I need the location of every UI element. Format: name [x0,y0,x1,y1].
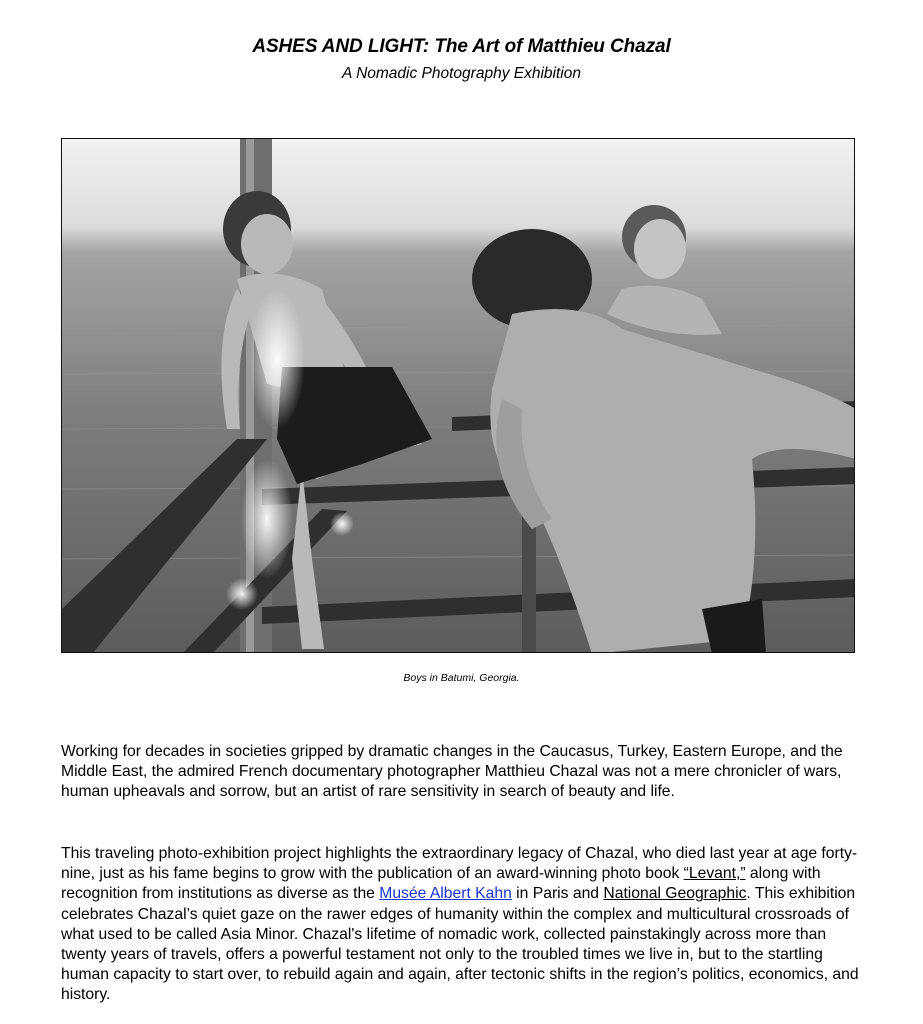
exhibition-photo [61,138,855,653]
photo-caption: Boys in Batumi, Georgia. [403,672,520,684]
photo-boys-on-pier-illustration [62,139,855,653]
intro-paragraph: Working for decades in societies gripped by dramatic changes in the Caucasus, Turkey, Eastern Europe, and the Middle East, the admired French documentary photographer Matthieu Chazal was not a mere chronicler of wars, human upheavals and sorrow, but an artist of rare sensitivity in search of beauty and life. [61,743,843,801]
musee-albert-kahn-link[interactable]: Musée Albert Kahn [379,885,512,903]
national-geographic-link[interactable]: National Geographic [603,885,747,903]
project-paragraph [61,844,861,1006]
page-title: ASHES AND LIGHT: The Art of Matthieu Chazal [252,36,671,57]
paragraph-text: . This exhibition celebrates Chazal’s quiet gaze on the rawer edges of humanity within the complex and multicultural crossroads of what used to be called Asia Minor. Chazal's lifetime of nomadic work, collected painstakingly across more than twenty years of travels, offers a powerful testament not only to the troubled times we live in, but to the startling human capacity to start over, to rebuild again and again, after tectonic shifts in the region’s politics, economics, and history. [61,885,859,1004]
page-subtitle: A Nomadic Photography Exhibition [342,65,581,82]
levant-link[interactable]: “Levant,” [683,865,746,883]
paragraph-text: This traveling photo-exhibition project highlights the extraordinary legacy of Chazal, who died last year at age forty-nine, just as his fame begins to grow with the publication of an award-winning photo book [61,845,858,883]
paragraph-text: in Paris and [511,885,604,903]
paragraph-text: along with recognition from institutions as diverse as the [61,865,821,903]
